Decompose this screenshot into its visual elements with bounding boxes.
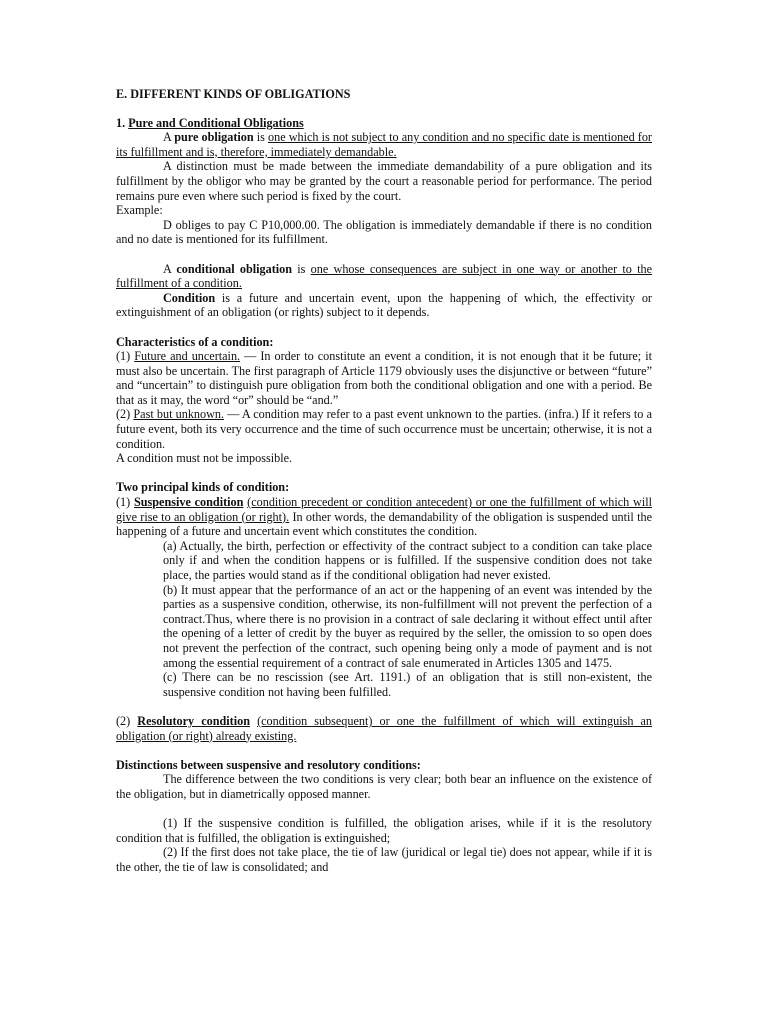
kinds-heading: Two principal kinds of condition: (116, 480, 290, 495)
distinction-1: (1) If the suspensive condition is fulfilled, the obligation arises, while if it is the resolutory condition that is fulfilled, the obligation is extinguished; (116, 816, 652, 845)
characteristic-past-unknown: (2) Past but unknown. — A condition may refer to a past event unknown to the parties. (infra.) If it refers to a future event, both its very occurrence and the time of such occurrence must be uncertain; otherwise, it is not a condition. (116, 407, 652, 451)
demandability-paragraph: A distinction must be made between the immediate demandability of a pure obligation and its fulfillment by the obligor who may be granted by the court a reasonable period for performance. The period remains pure even where such period is fixed by the court. (116, 159, 652, 203)
conditional-obligation-definition: A conditional obligation is one whose consequences are subject in one way or another to the fulfillment of a condition. (116, 261, 652, 291)
distinctions-intro: The difference between the two conditions is very clear; both bear an influence on the existence of the obligation, but in diametrically opposed manner. (116, 772, 652, 801)
section-heading-pure-conditional: 1. Pure and Conditional Obligations (116, 115, 304, 130)
suspensive-point-a: (a) Actually, the birth, perfection or effectivity of the contract subject to a condition can take place only if and when the condition happens or is fulfilled. If the suspensive condition does not take place, the parties would stand as if the conditional obligation had never existed. (163, 538, 652, 582)
distinctions-heading: Distinctions between suspensive and resolutory conditions: (116, 757, 421, 772)
document-title: E. DIFFERENT KINDS OF OBLIGATIONS (116, 87, 351, 101)
pure-obligation-definition: A pure obligation is one which is not subject to any condition and no specific date is mentioned for its fulfillment and is, therefore, immediately demandable. (116, 130, 652, 159)
example-paragraph: D obliges to pay C P10,000.00. The obligation is immediately demandable if there is no condition and no date is mentioned for its fulfillment. (116, 217, 652, 247)
resolutory-condition-paragraph: (2) Resolutory condition (condition subsequent) or one the fulfillment of which will extinguish an obligation (or right) already existing. (116, 713, 652, 743)
suspensive-point-b: (b) It must appear that the performance of an act or the happening of an event was intended by the parties as a suspensive condition, otherwise, its non-fulfillment will not prevent the perfection of a contract.Thus, where there is no provision in a contract of sale declaring it without effect until after the opening of a letter of credit by the buyer as required by the seller, the omission to so open does not prevent the perfection of the contract, such opening being only a mode of payment and is not among the essential requirement of a contract of sale enumerated in Articles 1305 and 1475. (163, 582, 652, 670)
example-label: Example: (116, 203, 163, 218)
document-page (116, 87, 652, 874)
characteristic-future-uncertain: (1) Future and uncertain. — In order to constitute an event a condition, it is not enough that it be future; it must also be uncertain. The first paragraph of Article 1179 obviously uses the disjunctive or between “future” and “uncertain” to distinguish pure obligation from both the conditional obligation and one with a period. Be that as it may, the word “or” should be “and.” (116, 349, 652, 407)
condition-definition: Condition is a future and uncertain event, upon the happening of which, the effectivity or extinguishment of an obligation (or rights) subject to it depends. (116, 290, 652, 320)
characteristic-not-impossible: A condition must not be impossible. (116, 451, 293, 466)
suspensive-condition-paragraph: (1) Suspensive condition (condition precedent or condition antecedent) or one the fulfillment of which will give rise to an obligation (or right). In other words, the demandability of the obligation is suspended until the happening of a future and uncertain event which constitutes the condition. (116, 495, 652, 539)
suspensive-point-c: (c) There can be no rescission (see Art. 1191.) of an obligation that is still non-existent, the suspensive condition not having been fulfilled. (163, 670, 652, 699)
characteristics-heading: Characteristics of a condition: (116, 334, 274, 349)
distinction-2: (2) If the first does not take place, the tie of law (juridical or legal tie) does not appear, while if it is the other, the tie of law is consolidated; and (116, 845, 652, 874)
